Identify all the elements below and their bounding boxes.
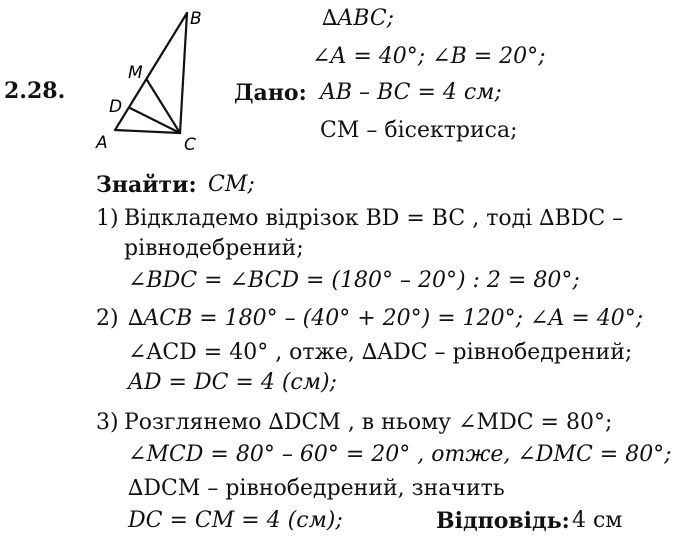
answer-label: Відповідь:	[436, 508, 570, 534]
step-1-line-3: ∠BDC = ∠BCD = (180° – 20°) : 2 = 80°;	[128, 268, 580, 293]
problem-number: 2.28.	[4, 78, 66, 104]
given-line-4: СМ – бісектриса;	[320, 118, 518, 143]
step-3-line-2: ∠MCD = 80° – 60° = 20° , отже, ∠DMC = 80°;	[128, 442, 672, 467]
answer-value: 4 см	[572, 508, 623, 533]
step-3-number: 3)	[96, 410, 119, 435]
step-1-line-2: рівнодебрений;	[124, 236, 304, 261]
side-ac	[115, 130, 180, 133]
step-2-line-1: ∆ACB = 180° – (40° + 20°) = 120°; ∠A = 40°;	[128, 306, 644, 331]
vertex-label-b: B	[190, 9, 202, 29]
find-value: CM;	[208, 172, 255, 197]
given-line-3: AB – BC = 4 см;	[320, 80, 502, 105]
step-1-number: 1)	[96, 206, 119, 231]
vertex-label-a: A	[96, 133, 108, 153]
step-3-line-1: Розглянемо ∆DCM , в ньому ∠MDC = 80°;	[124, 410, 613, 435]
vertex-label-c: C	[184, 135, 196, 155]
step-3-line-4: DC = CM = 4 (см);	[128, 508, 343, 533]
step-2-line-2: ∠ACD = 40° , отже, ∆ADC – рівнобедрений;	[128, 340, 633, 365]
step-1-line-1: Відкладемо відрізок BD = BC , тоді ∆BDC –	[124, 206, 624, 231]
side-bc	[180, 13, 187, 133]
side-ab	[115, 13, 187, 130]
given-label: Дано:	[234, 80, 307, 106]
triangle-figure	[90, 8, 230, 158]
find-label: Знайти:	[96, 172, 197, 198]
vertex-label-m: M	[128, 63, 143, 83]
step-3-line-3: ∆DCM – рівнобедрений, значить	[128, 476, 505, 501]
vertex-label-d: D	[109, 97, 123, 117]
given-line-2: ∠A = 40°; ∠B = 20°;	[312, 44, 546, 69]
given-line-1: ∆ABC;	[322, 6, 395, 31]
step-2-line-3: AD = DC = 4 (см);	[128, 370, 337, 395]
step-2-number: 2)	[96, 306, 119, 331]
